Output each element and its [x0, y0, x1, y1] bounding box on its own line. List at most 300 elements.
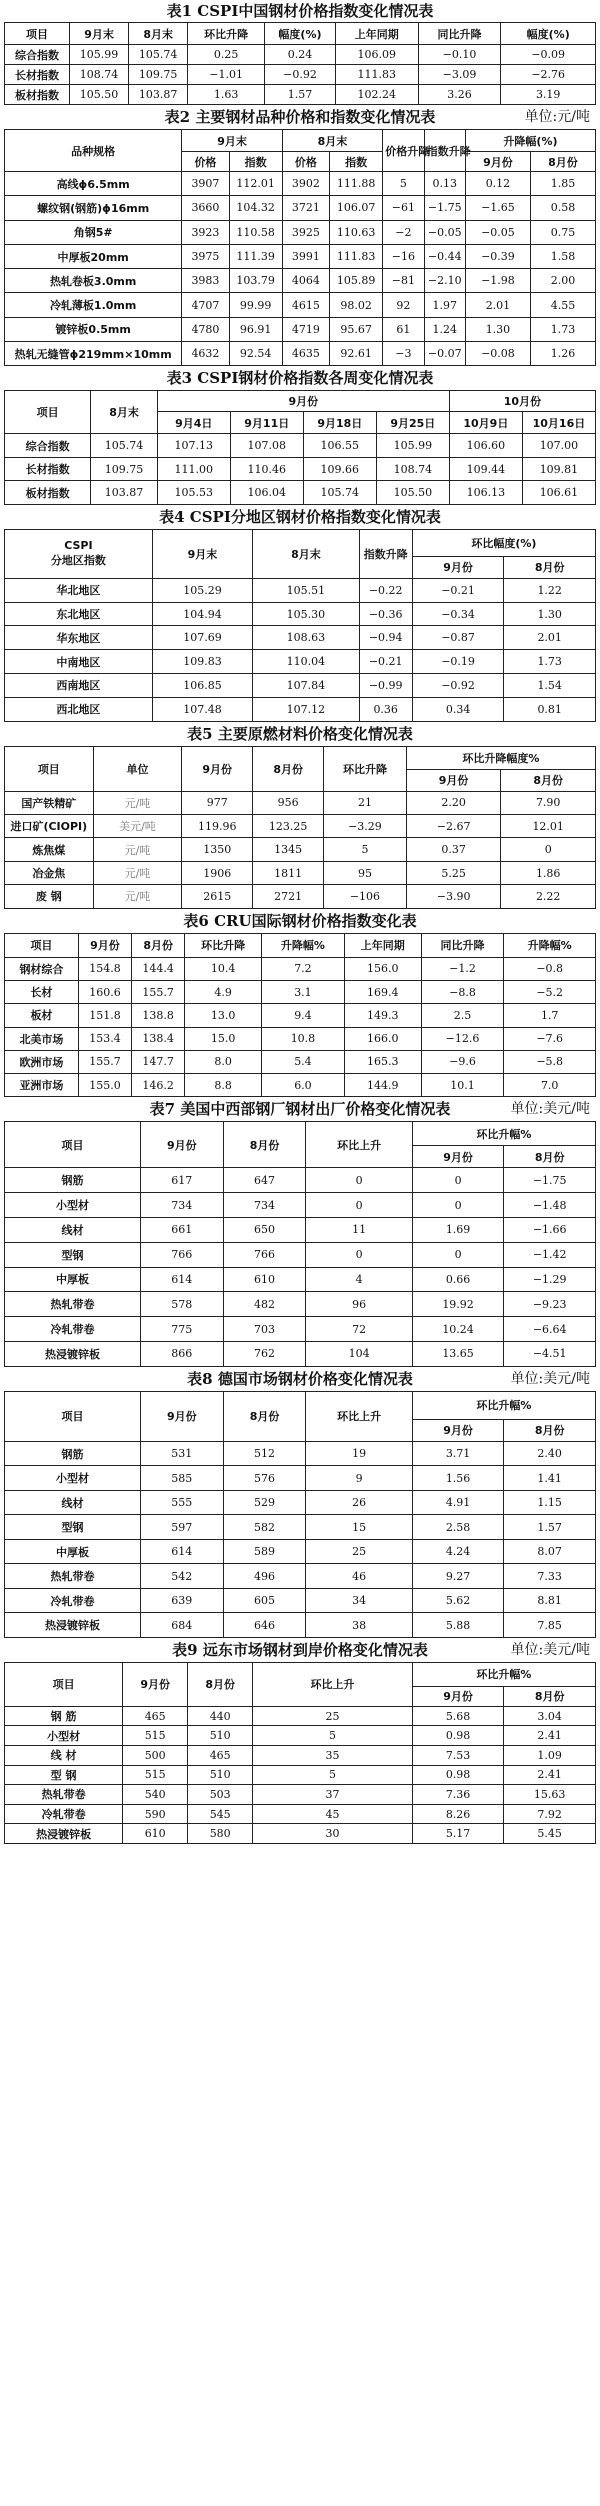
table-cell: −8.8 [421, 980, 504, 1003]
table-cell: 4635 [282, 342, 329, 366]
table-title-row [4, 1367, 596, 1391]
table-cell: 5.62 [412, 1588, 504, 1613]
table-row [5, 1824, 596, 1844]
table-cell: 7.90 [501, 791, 596, 814]
table-row [5, 1168, 596, 1193]
table-cell: 119.96 [182, 815, 253, 838]
table-cell: −3 [383, 342, 424, 366]
table-header-row [5, 130, 596, 152]
column-header: 8月末 [253, 529, 359, 578]
table-cell: 2.58 [412, 1515, 504, 1540]
table-cell: −106 [324, 885, 407, 908]
table-row [5, 791, 596, 814]
table-cell: 1.69 [412, 1217, 504, 1242]
column-header: 幅度(%) [501, 23, 596, 45]
table-cell: 112.01 [229, 172, 282, 196]
row-label: 冷轧带卷 [5, 1317, 141, 1342]
table-cell: 1.15 [504, 1490, 596, 1515]
column-header: 环比升降 [324, 746, 407, 791]
table-cell: 1.26 [530, 342, 595, 366]
table-cell: 956 [253, 791, 324, 814]
table-row [5, 674, 596, 698]
row-label: 热浸镀锌板 [5, 1824, 123, 1844]
row-label: 热轧无缝管ϕ219mm×10mm [5, 342, 182, 366]
table-cell: 500 [123, 1745, 188, 1765]
table-cell: 496 [223, 1564, 306, 1589]
table-cell: 0.12 [465, 172, 530, 196]
table-cell: 15 [306, 1515, 412, 1540]
table-cell: 160.6 [78, 980, 131, 1003]
table-cell: 734 [140, 1193, 223, 1218]
table-cell: 138.4 [132, 1027, 185, 1050]
table-cell: −0.08 [465, 342, 530, 366]
table-cell: 155.7 [78, 1050, 131, 1073]
table-cell: 111.83 [330, 244, 383, 268]
table-cell: 107.48 [152, 697, 252, 721]
column-header: 指数 [229, 152, 282, 172]
table-cell: 元/吨 [93, 885, 182, 908]
table-cell: 107.08 [230, 434, 303, 458]
table-cell: −4.51 [504, 1341, 596, 1366]
column-header: 9月份 [412, 1146, 504, 1168]
table-cell: 107.12 [253, 697, 359, 721]
table-cell: 107.13 [157, 434, 230, 458]
table-cell: 3923 [182, 220, 229, 244]
table-cell: 5.17 [412, 1824, 504, 1844]
column-header: 项目 [5, 1391, 141, 1441]
table-cell: 105.89 [330, 269, 383, 293]
table-cell: 0 [412, 1168, 504, 1193]
table-cell: 1.97 [424, 293, 465, 317]
table-title-row [4, 105, 596, 129]
table-row [5, 434, 596, 458]
table-cell: 0.81 [504, 697, 596, 721]
table-cell: 35 [253, 1745, 413, 1765]
table-cell: 0 [306, 1242, 412, 1267]
table-cell: 9 [306, 1466, 412, 1491]
table-cell: −0.22 [359, 578, 412, 602]
table-unit: 单位:美元/吨 [510, 1641, 590, 1658]
column-header: 8月份 [504, 1146, 596, 1168]
table-title-row [4, 1638, 596, 1662]
table-header-row [5, 1122, 596, 1146]
column-header: 价格 [282, 152, 329, 172]
table-cell: 2.22 [501, 885, 596, 908]
table-cell: 5.88 [412, 1613, 504, 1638]
table-row [5, 1341, 596, 1366]
row-label: 中厚板 [5, 1267, 141, 1292]
table-cell: 1.30 [504, 602, 596, 626]
table-cell: 580 [188, 1824, 253, 1844]
table-cell: 110.04 [253, 650, 359, 674]
table-cell: 102.24 [335, 85, 418, 105]
table-row [5, 1564, 596, 1589]
column-header: 上年同期 [335, 23, 418, 45]
column-header: 项目 [5, 746, 94, 791]
table-cell: 8.0 [185, 1050, 262, 1073]
table-cell: −16 [383, 244, 424, 268]
table-cell: 103.79 [229, 269, 282, 293]
column-header: 幅度(%) [265, 23, 336, 45]
row-label: 热轧带卷 [5, 1785, 123, 1805]
table-cell: 3.19 [501, 85, 596, 105]
table-row [5, 1317, 596, 1342]
table-cell: 105.51 [253, 578, 359, 602]
table-cell: 166.0 [344, 1027, 421, 1050]
data-table [4, 1662, 596, 1844]
row-label: 钢 筋 [5, 1706, 123, 1726]
column-header: 9月25日 [376, 412, 449, 434]
table-cell: −1.98 [465, 269, 530, 293]
table-cell: 8.26 [412, 1804, 504, 1824]
table-cell: 123.25 [253, 815, 324, 838]
table-row [5, 1004, 596, 1027]
data-table [4, 933, 596, 1098]
table-cell: 1.30 [465, 317, 530, 341]
table-cell: 0.75 [530, 220, 595, 244]
table-cell: 155.0 [78, 1074, 131, 1097]
column-header: 10月份 [449, 391, 595, 412]
table-cell: 110.58 [229, 220, 282, 244]
table-row [5, 1706, 596, 1726]
table-cell: 107.00 [522, 434, 595, 458]
table-cell: 25 [306, 1539, 412, 1564]
table-cell: 4.55 [530, 293, 595, 317]
row-label: 冷轧带卷 [5, 1804, 123, 1824]
table-row [5, 1242, 596, 1267]
table-cell: 5 [324, 838, 407, 861]
table-cell: 2.01 [465, 293, 530, 317]
table-cell: 9.27 [412, 1564, 504, 1589]
table-cell: 1.57 [265, 85, 336, 105]
row-label: 中厚板 [5, 1539, 141, 1564]
table-cell: 105.53 [157, 481, 230, 505]
table-cell: 2721 [253, 885, 324, 908]
row-label: 线 材 [5, 1745, 123, 1765]
table-row [5, 1515, 596, 1540]
row-label: 进口矿(CIOPI) [5, 815, 94, 838]
table-cell: 106.07 [330, 196, 383, 220]
column-header: 项目 [5, 1662, 123, 1706]
table-row [5, 1217, 596, 1242]
table-cell: 465 [188, 1745, 253, 1765]
table-cell: 766 [223, 1242, 306, 1267]
table-cell: 4780 [182, 317, 229, 341]
table-cell: −1.01 [188, 65, 265, 85]
table-cell: 545 [188, 1804, 253, 1824]
table-cell: 1.58 [530, 244, 595, 268]
table-cell: 7.2 [262, 957, 345, 980]
table-row [5, 1588, 596, 1613]
column-header: 9月18日 [303, 412, 376, 434]
table-cell: 590 [123, 1804, 188, 1824]
table-cell: 106.61 [522, 481, 595, 505]
table-cell: 92.61 [330, 342, 383, 366]
table-cell: 19.92 [412, 1292, 504, 1317]
table-title: 表6 CRU国际钢材价格指数变化表 [183, 911, 417, 930]
table-cell: 0.58 [530, 196, 595, 220]
row-label: 钢筋 [5, 1441, 141, 1466]
table-cell: 105.99 [70, 45, 129, 65]
row-label: 北美市场 [5, 1027, 79, 1050]
table-cell: 111.88 [330, 172, 383, 196]
data-table [4, 22, 596, 105]
table-cell: 61 [383, 317, 424, 341]
table-cell: 13.0 [185, 1004, 262, 1027]
column-header: 8月份 [504, 556, 596, 578]
table-cell: 72 [306, 1317, 412, 1342]
table-cell: 1.41 [504, 1466, 596, 1491]
table-cell: −3.09 [418, 65, 501, 85]
table-cell: 105.50 [376, 481, 449, 505]
table-cell: 465 [123, 1706, 188, 1726]
row-label: 钢筋 [5, 1168, 141, 1193]
table-title: 表2 主要钢材品种价格和指数变化情况表 [164, 108, 436, 126]
column-header: 项目 [5, 1122, 141, 1168]
table-cell: 734 [223, 1193, 306, 1218]
table-cell: −0.05 [465, 220, 530, 244]
table-cell: 156.0 [344, 957, 421, 980]
table-cell: 3907 [182, 172, 229, 196]
table-cell: 703 [223, 1317, 306, 1342]
table-cell: 5.25 [406, 861, 501, 884]
column-header: 项目 [5, 933, 79, 957]
column-header: 价格 [182, 152, 229, 172]
table-row [5, 578, 596, 602]
table-cell: 0.98 [412, 1726, 504, 1746]
table-cell: 9.4 [262, 1004, 345, 1027]
table-cell: 1.86 [501, 861, 596, 884]
row-label: 板材 [5, 1004, 79, 1027]
table-cell: 147.7 [132, 1050, 185, 1073]
table-cell: −0.09 [501, 45, 596, 65]
table-cell: 555 [140, 1490, 223, 1515]
table-cell: 12.01 [501, 815, 596, 838]
table-row [5, 457, 596, 481]
table-cell: 109.81 [522, 457, 595, 481]
row-label: 长材指数 [5, 65, 70, 85]
table-section-7 [4, 1097, 596, 1366]
table-cell: 0 [306, 1168, 412, 1193]
row-label: 长材指数 [5, 457, 91, 481]
table-cell: 1.22 [504, 578, 596, 602]
table-cell: 111.83 [335, 65, 418, 85]
column-header: 升降幅% [504, 933, 596, 957]
table-cell: 977 [182, 791, 253, 814]
column-header: 9月份 [140, 1122, 223, 1168]
table-cell: 149.3 [344, 1004, 421, 1027]
table-cell: −1.48 [504, 1193, 596, 1218]
table-cell: −3.29 [324, 815, 407, 838]
table-cell: 1.54 [504, 674, 596, 698]
column-header: 8月份 [504, 1419, 596, 1441]
row-label: 热浸镀锌板 [5, 1341, 141, 1366]
table-title: 表9 远东市场钢材到岸价格变化情况表 [172, 1640, 428, 1659]
table-title-row [4, 505, 596, 529]
table-row [5, 957, 596, 980]
table-cell: −0.87 [412, 626, 504, 650]
row-label: 废 钢 [5, 885, 94, 908]
table-row [5, 650, 596, 674]
table-cell: −0.99 [359, 674, 412, 698]
table-cell: 510 [188, 1726, 253, 1746]
column-header: 同比升降 [421, 933, 504, 957]
column-header: 10月9日 [449, 412, 522, 434]
column-header: 8月份 [188, 1662, 253, 1706]
table-section-2 [4, 105, 596, 366]
table-cell: 98.02 [330, 293, 383, 317]
column-header: 8月份 [530, 152, 595, 172]
table-cell: 3660 [182, 196, 229, 220]
table-cell: 3.1 [262, 980, 345, 1003]
row-label: 中厚板20mm [5, 244, 182, 268]
table-cell: 515 [123, 1765, 188, 1785]
row-label: 高线ϕ6.5mm [5, 172, 182, 196]
table-cell: −0.05 [424, 220, 465, 244]
table-header-row [5, 529, 596, 556]
row-label: 钢材综合 [5, 957, 79, 980]
table-cell: 106.60 [449, 434, 522, 458]
table-cell: 4632 [182, 342, 229, 366]
table-cell: 元/吨 [93, 861, 182, 884]
table-cell: 647 [223, 1168, 306, 1193]
table-cell: 1.7 [504, 1004, 596, 1027]
table-cell: 0.34 [412, 697, 504, 721]
table-cell: 13.65 [412, 1341, 504, 1366]
table-cell: 7.0 [504, 1074, 596, 1097]
table-unit: 单位:美元/吨 [510, 1370, 590, 1387]
table-cell: −1.29 [504, 1267, 596, 1292]
table-row [5, 1441, 596, 1466]
table-cell: 105.50 [70, 85, 129, 105]
table-cell: −0.07 [424, 342, 465, 366]
row-label: 热轧带卷 [5, 1564, 141, 1589]
table-header-row [5, 391, 596, 412]
table-row [5, 342, 596, 366]
table-title: 表5 主要原燃材料价格变化情况表 [187, 724, 413, 743]
table-cell: 762 [223, 1341, 306, 1366]
table-cell: −2.10 [424, 269, 465, 293]
table-cell: 107.84 [253, 674, 359, 698]
column-header: 环比升降幅度% [406, 746, 595, 769]
table-cell: 0 [412, 1242, 504, 1267]
table-section-3 [4, 366, 596, 505]
table-cell: 95 [324, 861, 407, 884]
table-cell: 165.3 [344, 1050, 421, 1073]
table-row [5, 1490, 596, 1515]
table-row [5, 1726, 596, 1746]
table-cell: 1906 [182, 861, 253, 884]
table-title-row [4, 0, 596, 22]
table-cell: 144.4 [132, 957, 185, 980]
data-table [4, 129, 596, 366]
table-cell: 106.55 [303, 434, 376, 458]
table-row [5, 45, 596, 65]
column-header: 8月末 [91, 391, 157, 434]
table-cell: 3.04 [504, 1706, 596, 1726]
table-cell: 614 [140, 1267, 223, 1292]
column-header: 9月份 [78, 933, 131, 957]
table-cell: 154.8 [78, 957, 131, 980]
table-row [5, 1193, 596, 1218]
table-cell: 0.66 [412, 1267, 504, 1292]
table-cell: −2.67 [406, 815, 501, 838]
table-cell: 7.85 [504, 1613, 596, 1638]
table-cell: 4615 [282, 293, 329, 317]
table-row [5, 861, 596, 884]
table-cell: 605 [223, 1588, 306, 1613]
column-header: 品种规格 [5, 130, 182, 172]
table-row [5, 317, 596, 341]
table-cell: 3.71 [412, 1441, 504, 1466]
table-cell: −0.21 [412, 578, 504, 602]
table-cell: 151.8 [78, 1004, 131, 1027]
column-header: 环比升幅% [412, 1391, 595, 1419]
table-title: 表8 德国市场钢材价格变化情况表 [187, 1369, 413, 1388]
table-cell: 109.75 [129, 65, 188, 85]
column-header: 价格升降 [383, 130, 424, 172]
table-cell: 1.57 [504, 1515, 596, 1540]
row-label: 东北地区 [5, 602, 153, 626]
table-cell: 3991 [282, 244, 329, 268]
table-cell: 1.24 [424, 317, 465, 341]
table-cell: 5.45 [504, 1824, 596, 1844]
data-table [4, 390, 596, 505]
column-header: 指数升降 [359, 529, 412, 578]
table-cell: 92.54 [229, 342, 282, 366]
table-cell: 138.8 [132, 1004, 185, 1027]
row-label: 炼焦煤 [5, 838, 94, 861]
table-cell: 0.36 [359, 697, 412, 721]
table-cell: −6.64 [504, 1317, 596, 1342]
table-cell: 10.8 [262, 1027, 345, 1050]
row-label: 冶金焦 [5, 861, 94, 884]
row-label: 小型材 [5, 1466, 141, 1491]
table-cell: 106.13 [449, 481, 522, 505]
column-header: 单位 [93, 746, 182, 791]
table-cell: 1350 [182, 838, 253, 861]
table-cell: 3902 [282, 172, 329, 196]
table-cell: 105.74 [91, 434, 157, 458]
table-cell: 110.46 [230, 457, 303, 481]
table-section-1 [4, 0, 596, 105]
table-cell: −5.8 [504, 1050, 596, 1073]
column-header: 8月份 [504, 1686, 596, 1706]
table-row [5, 1785, 596, 1805]
table-cell: 95.67 [330, 317, 383, 341]
column-header: 上年同期 [344, 933, 421, 957]
table-cell: −0.36 [359, 602, 412, 626]
table-cell: 11 [306, 1217, 412, 1242]
table-cell: 106.09 [335, 45, 418, 65]
row-label: 热轧卷板3.0mm [5, 269, 182, 293]
table-cell: 6.0 [262, 1074, 345, 1097]
row-label: 综合指数 [5, 434, 91, 458]
row-label: 型 钢 [5, 1765, 123, 1785]
column-header: 9月份 [465, 152, 530, 172]
table-cell: 4064 [282, 269, 329, 293]
table-cell: 109.83 [152, 650, 252, 674]
table-cell: 0.98 [412, 1765, 504, 1785]
table-cell: 15.0 [185, 1027, 262, 1050]
column-header: 环比上升 [306, 1391, 412, 1441]
table-title: 表4 CSPI分地区钢材价格指数变化情况表 [159, 507, 441, 526]
table-cell: 1.56 [412, 1466, 504, 1491]
column-header: 9月末 [152, 529, 252, 578]
table-cell: 105.30 [253, 602, 359, 626]
table-cell: 4719 [282, 317, 329, 341]
table-cell: 4707 [182, 293, 229, 317]
